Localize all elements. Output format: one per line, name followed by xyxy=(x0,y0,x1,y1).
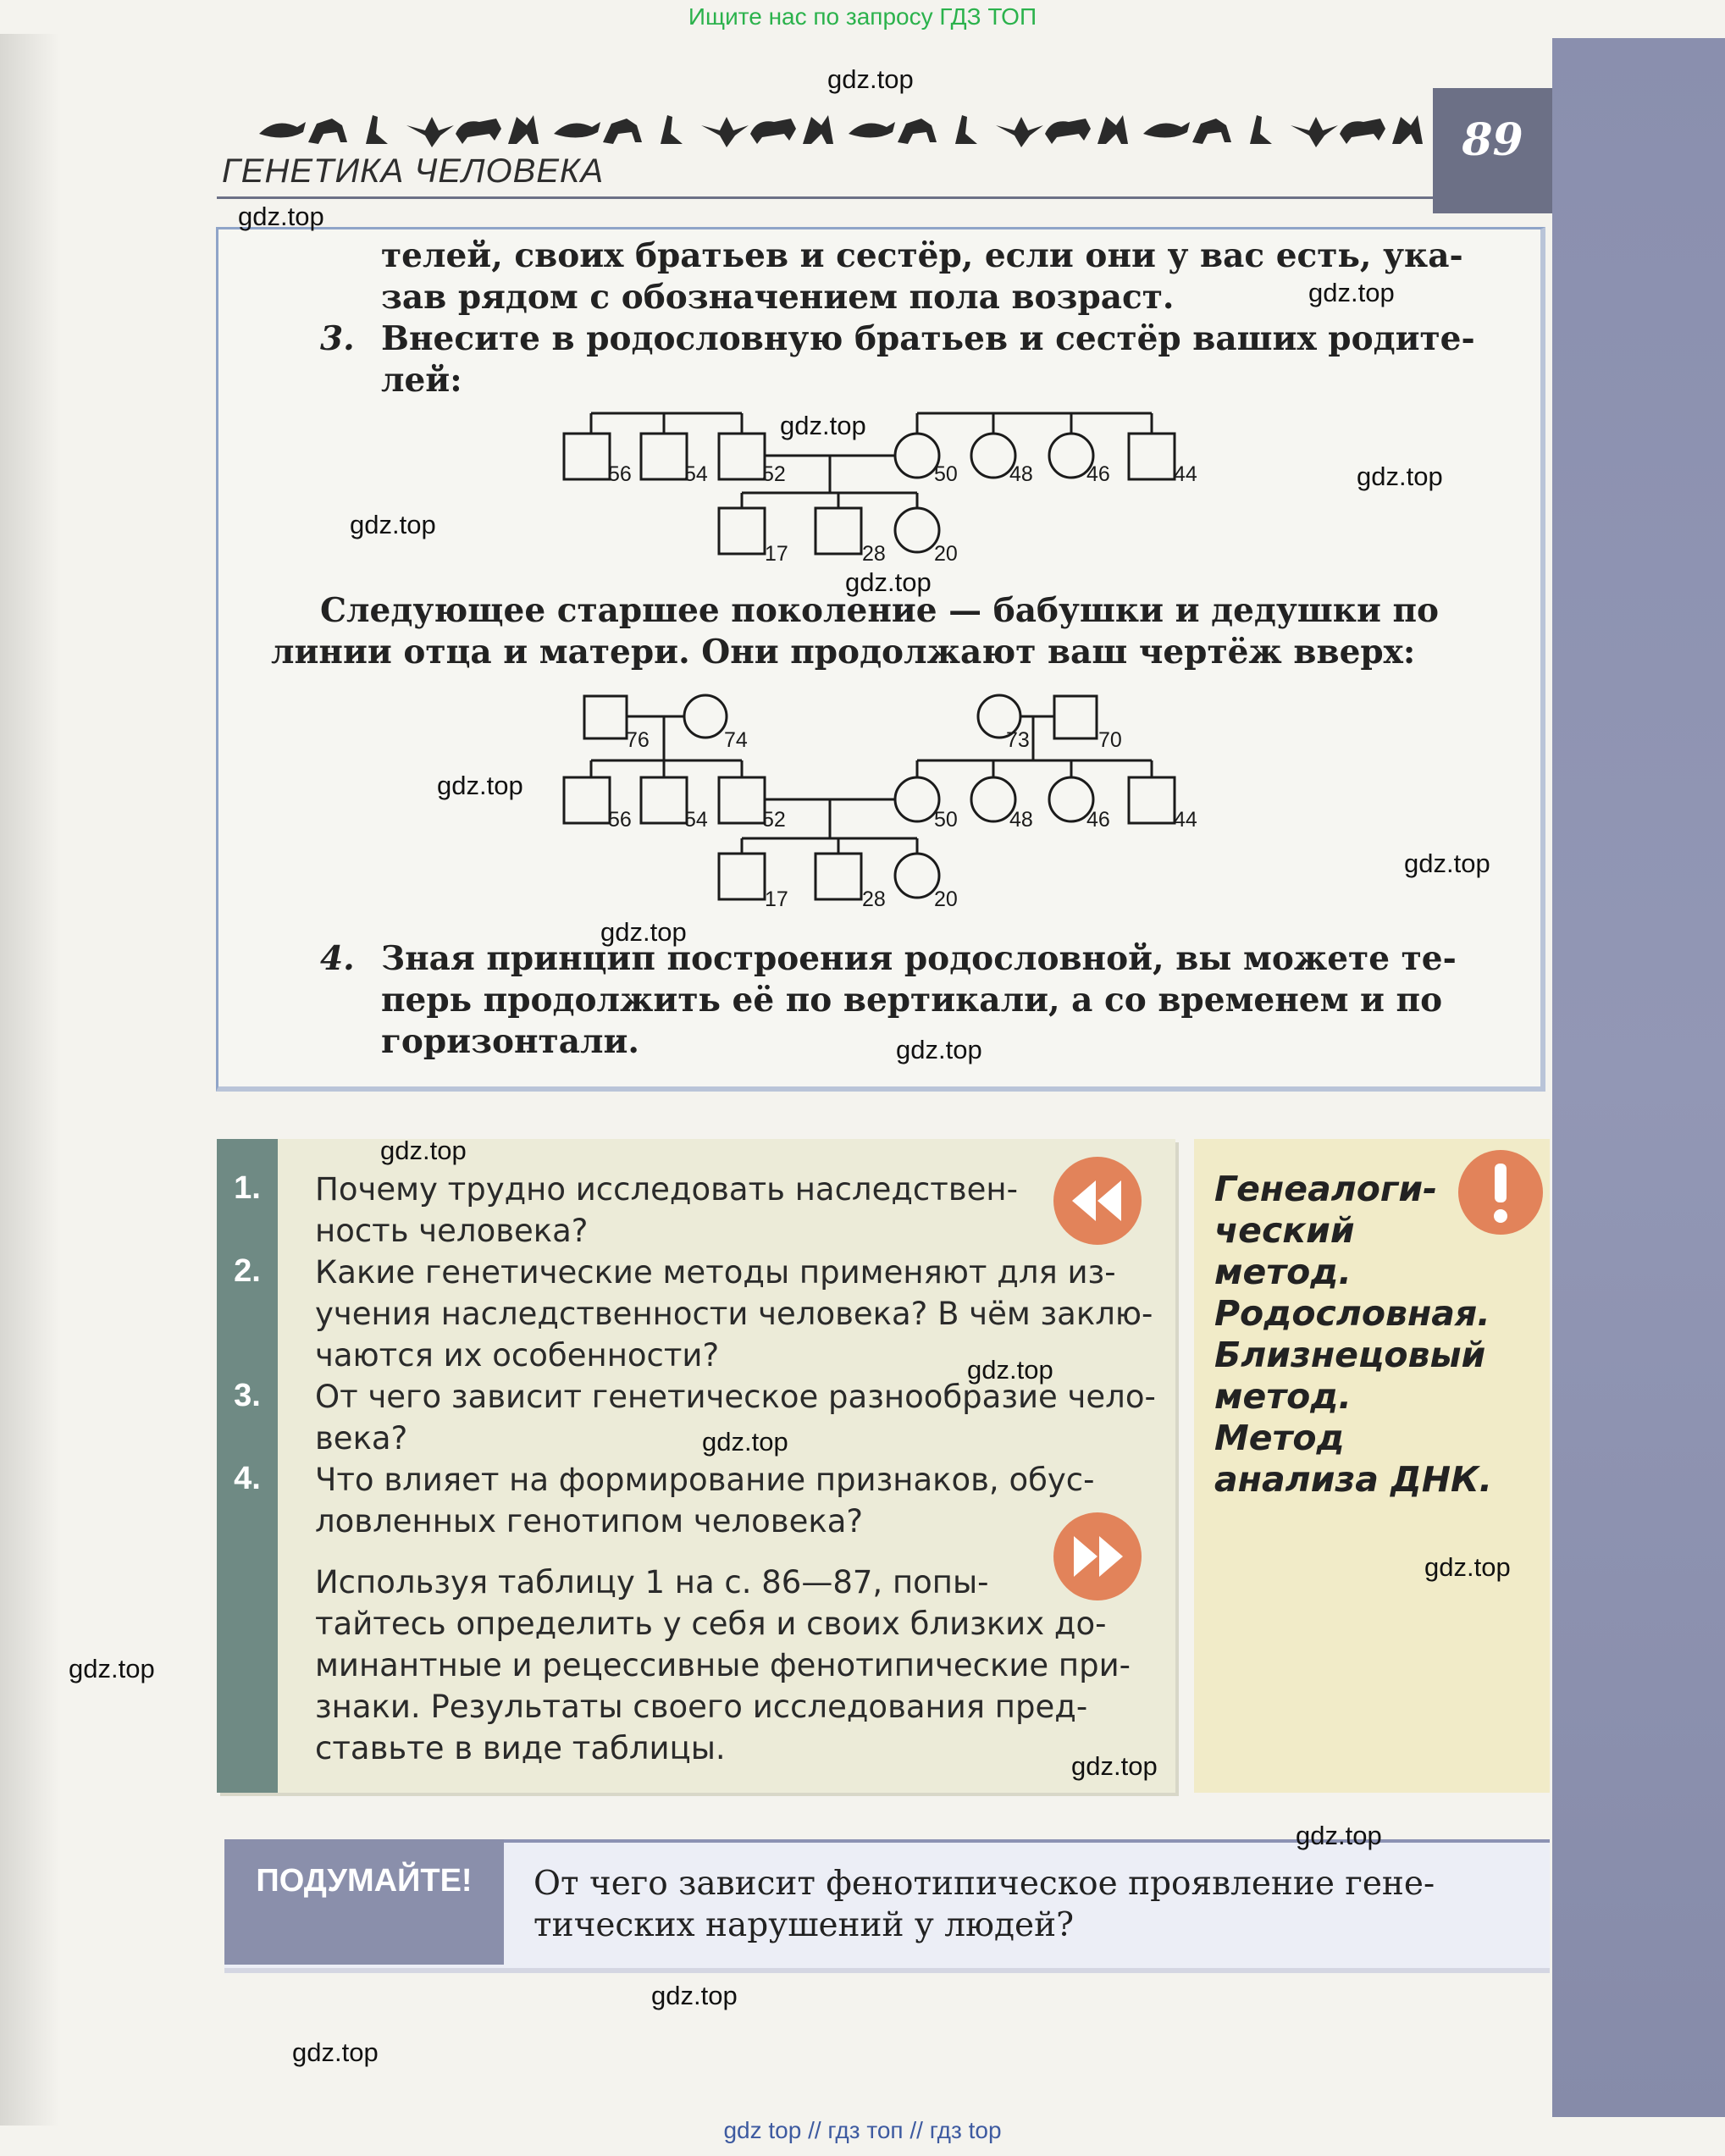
key-term-line: ческий xyxy=(1214,1210,1355,1251)
age-label: 54 xyxy=(684,462,708,486)
female-circle xyxy=(895,854,939,898)
watermark-stamp: gdz.top xyxy=(896,1035,982,1064)
task-line: перь продолжить её по вертикали, а со временем и по xyxy=(381,981,1443,1020)
age-label: 52 xyxy=(762,808,786,832)
question-line: Что влияет на формирование признаков, обус- xyxy=(315,1462,1095,1498)
watermark-stamp: gdz.top xyxy=(967,1355,1053,1385)
fast-forward-icon xyxy=(1053,1512,1142,1600)
watermark-stamp: gdz.top xyxy=(600,917,687,947)
age-label: 28 xyxy=(862,542,886,566)
age-label: 56 xyxy=(608,462,632,486)
age-label: 48 xyxy=(1009,462,1033,486)
question-line: От чего зависит генетическое разнообразие чело- xyxy=(315,1379,1156,1415)
watermark-stamp: gdz.top xyxy=(69,1654,155,1683)
task-item-4-number xyxy=(320,938,355,980)
male-square xyxy=(641,777,687,823)
task-line: Следующее старшее поколение — бабушки и дедушки по xyxy=(320,591,1440,630)
exclamation-icon xyxy=(1458,1150,1543,1235)
age-label: 76 xyxy=(626,728,650,752)
question-number: 2. xyxy=(234,1253,261,1289)
task-line: линии отца и матери. Они продолжают ваш чертёж вверх: xyxy=(271,633,1416,672)
key-term-line: Родословная. xyxy=(1214,1293,1490,1334)
key-term-line: анализа ДНК. xyxy=(1214,1459,1493,1500)
task-number: 3. xyxy=(320,319,355,358)
task-number: 4. xyxy=(320,939,355,978)
task-line: лей: xyxy=(381,361,462,400)
watermark-stamp: gdz.top xyxy=(1308,278,1395,307)
think-question-line: От чего зависит фенотипическое проявление гене- xyxy=(534,1865,1435,1903)
question-line: ность человека? xyxy=(315,1213,589,1249)
age-label: 20 xyxy=(934,887,958,911)
question-line: ловленных генотипом человека? xyxy=(315,1503,864,1540)
page-number: 89 xyxy=(1462,114,1523,166)
watermark-stamp: gdz.top xyxy=(1357,462,1443,491)
key-term-line: Генеалоги- xyxy=(1214,1169,1438,1209)
age-label: 56 xyxy=(608,808,632,832)
bottom-watermark: gdz top // гдз топ // гдз top xyxy=(723,2117,1002,2143)
male-square xyxy=(719,854,765,899)
question-number: 4. xyxy=(234,1461,261,1496)
watermark-stamp: gdz.top xyxy=(1071,1751,1158,1781)
watermark-stamp: gdz.top xyxy=(780,411,866,440)
question-number: 3. xyxy=(234,1378,261,1413)
assignment-line: минантные и рецессивные фенотипические при- xyxy=(315,1647,1131,1683)
question-line: чаются их особенности? xyxy=(315,1337,720,1374)
question-line: Почему трудно исследовать наследствен- xyxy=(315,1171,1018,1208)
question-number: 1. xyxy=(234,1170,261,1206)
key-term-line: метод. xyxy=(1214,1376,1352,1417)
age-label: 73 xyxy=(1006,728,1030,752)
task-line: телей, своих братьев и сестёр, если они у вас есть, ука- xyxy=(381,236,1463,275)
think-label: ПОДУМАЙТЕ! xyxy=(256,1863,473,1899)
assignment-line: Используя таблицу 1 на с. 86—87, попы- xyxy=(315,1564,989,1600)
rewind-icon xyxy=(1053,1157,1142,1245)
male-square xyxy=(816,854,861,899)
assignment-line: знаки. Результаты своего исследования пред- xyxy=(315,1689,1088,1725)
key-term-line: Близнецовый xyxy=(1214,1335,1486,1375)
watermark-stamp: gdz.top xyxy=(292,2037,379,2067)
think-question-line: тических нарушений у людей? xyxy=(534,1906,1074,1944)
male-square xyxy=(719,777,765,823)
question-line: учения наследственности человека? В чём заклю- xyxy=(315,1296,1153,1332)
key-term-line: метод. xyxy=(1214,1252,1352,1292)
assignment-line: ставьте в виде таблицы. xyxy=(315,1730,726,1766)
watermark-stamp: gdz.top xyxy=(380,1136,467,1165)
task-line: зав рядом с обозначением пола возраст. xyxy=(381,278,1175,317)
age-label: 48 xyxy=(1009,808,1033,832)
watermark-stamp: gdz.top xyxy=(437,771,523,800)
female-circle xyxy=(684,695,727,738)
age-label: 17 xyxy=(765,887,788,911)
age-label: 54 xyxy=(684,808,708,832)
task-line: Внесите в родословную братьев и сестёр ваших родите- xyxy=(381,319,1475,358)
assignment-line: тайтесь определить у себя и своих близких до- xyxy=(315,1606,1107,1642)
top-watermark: Ищите нас по запросу ГДЗ ТОП xyxy=(688,3,1037,30)
task-line: Зная принцип построения родословной, вы можете те- xyxy=(381,939,1457,978)
age-label: 46 xyxy=(1086,808,1110,832)
age-label: 50 xyxy=(934,808,958,832)
watermark-stamp: gdz.top xyxy=(238,202,324,231)
watermark-stamp: gdz.top xyxy=(827,64,914,94)
age-label: 70 xyxy=(1098,728,1122,752)
age-label: 28 xyxy=(862,887,886,911)
age-label: 52 xyxy=(762,462,786,486)
watermark-stamp: gdz.top xyxy=(651,1981,738,2010)
age-label: 46 xyxy=(1086,462,1110,486)
think-label-box xyxy=(224,1839,504,1965)
question-line: Какие генетические методы применяют для из- xyxy=(315,1254,1116,1291)
watermark-stamp: gdz.top xyxy=(350,510,436,539)
male-square xyxy=(584,696,627,738)
age-label: 44 xyxy=(1174,462,1197,486)
male-square xyxy=(564,777,610,823)
key-term-line: Метод xyxy=(1214,1418,1345,1458)
female-circle xyxy=(895,777,939,821)
age-label: 74 xyxy=(724,728,748,752)
male-square xyxy=(1129,777,1175,823)
watermark-stamp: gdz.top xyxy=(1424,1552,1511,1582)
age-label: 20 xyxy=(934,542,958,566)
watermark-stamp: gdz.top xyxy=(1404,849,1490,878)
chapter-title: ГЕНЕТИКА ЧЕЛОВЕКА xyxy=(222,152,605,190)
task-line: горизонтали. xyxy=(381,1022,639,1061)
age-label: 17 xyxy=(765,542,788,566)
question-line: века? xyxy=(315,1420,408,1457)
watermark-stamp: gdz.top xyxy=(1296,1821,1382,1850)
age-label: 50 xyxy=(934,462,958,486)
watermark-stamp: gdz.top xyxy=(702,1427,788,1457)
male-square xyxy=(1054,696,1097,738)
age-label: 44 xyxy=(1174,808,1197,832)
watermark-stamp: gdz.top xyxy=(845,567,932,597)
